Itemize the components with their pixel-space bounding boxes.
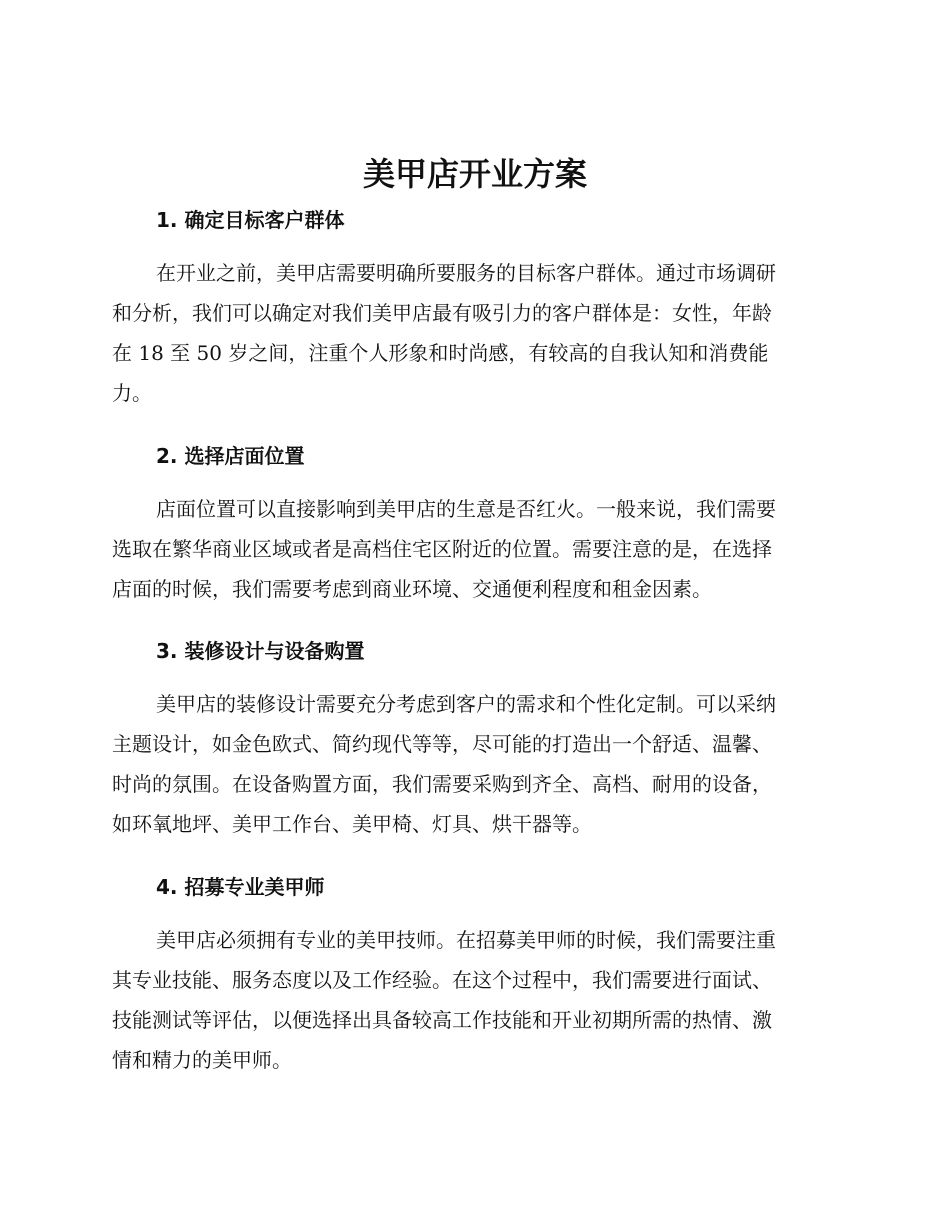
- section-heading: 3. 装修设计与设备购置: [156, 639, 365, 663]
- paragraph-line: 如环氧地坪、美甲工作台、美甲椅、灯具、烘干器等。: [112, 812, 592, 836]
- paragraph-line: 在 18 至 50 岁之间，注重个人形象和时尚感，有较高的自我认知和消费能: [112, 341, 769, 365]
- paragraph-line: 选取在繁华商业区域或者是高档住宅区附近的位置。需要注意的是，在选择: [112, 537, 772, 561]
- paragraph-line: 美甲店必须拥有专业的美甲技师。在招募美甲师的时候，我们需要注重: [156, 928, 776, 952]
- paragraph-line: 美甲店的装修设计需要充分考虑到客户的需求和个性化定制。可以采纳: [156, 692, 776, 716]
- section-paragraph: [112, 489, 832, 609]
- paragraph-line: 主题设计，如金色欧式、简约现代等等，尽可能的打造出一个舒适、温馨、: [112, 732, 772, 756]
- paragraph-line: 技能测试等评估，以便选择出具备较高工作技能和开业初期所需的热情、激: [112, 1008, 772, 1032]
- paragraph-line: 力。: [112, 381, 152, 405]
- paragraph-line: 店面的时候，我们需要考虑到商业环境、交通便利程度和租金因素。: [112, 577, 712, 601]
- section-heading: 4. 招募专业美甲师: [156, 875, 325, 899]
- paragraph-line: 在开业之前，美甲店需要明确所要服务的目标客户群体。通过市场调研: [156, 261, 776, 285]
- paragraph-line: 店面位置可以直接影响到美甲店的生意是否红火。一般来说，我们需要: [156, 497, 776, 521]
- section-paragraph: [112, 253, 832, 413]
- section-heading: 1. 确定目标客户群体: [156, 208, 345, 232]
- document-title: 美甲店开业方案: [362, 155, 587, 193]
- paragraph-line: 其专业技能、服务态度以及工作经验。在这个过程中，我们需要进行面试、: [112, 968, 772, 992]
- paragraph-line: 和分析，我们可以确定对我们美甲店最有吸引力的客户群体是：女性，年龄: [112, 301, 772, 325]
- section-heading: 2. 选择店面位置: [156, 444, 305, 468]
- paragraph-line: 时尚的氛围。在设备购置方面，我们需要采购到齐全、高档、耐用的设备，: [112, 772, 772, 796]
- section-paragraph: [112, 684, 832, 844]
- paragraph-line: 情和精力的美甲师。: [112, 1048, 292, 1072]
- section-paragraph: [112, 920, 832, 1080]
